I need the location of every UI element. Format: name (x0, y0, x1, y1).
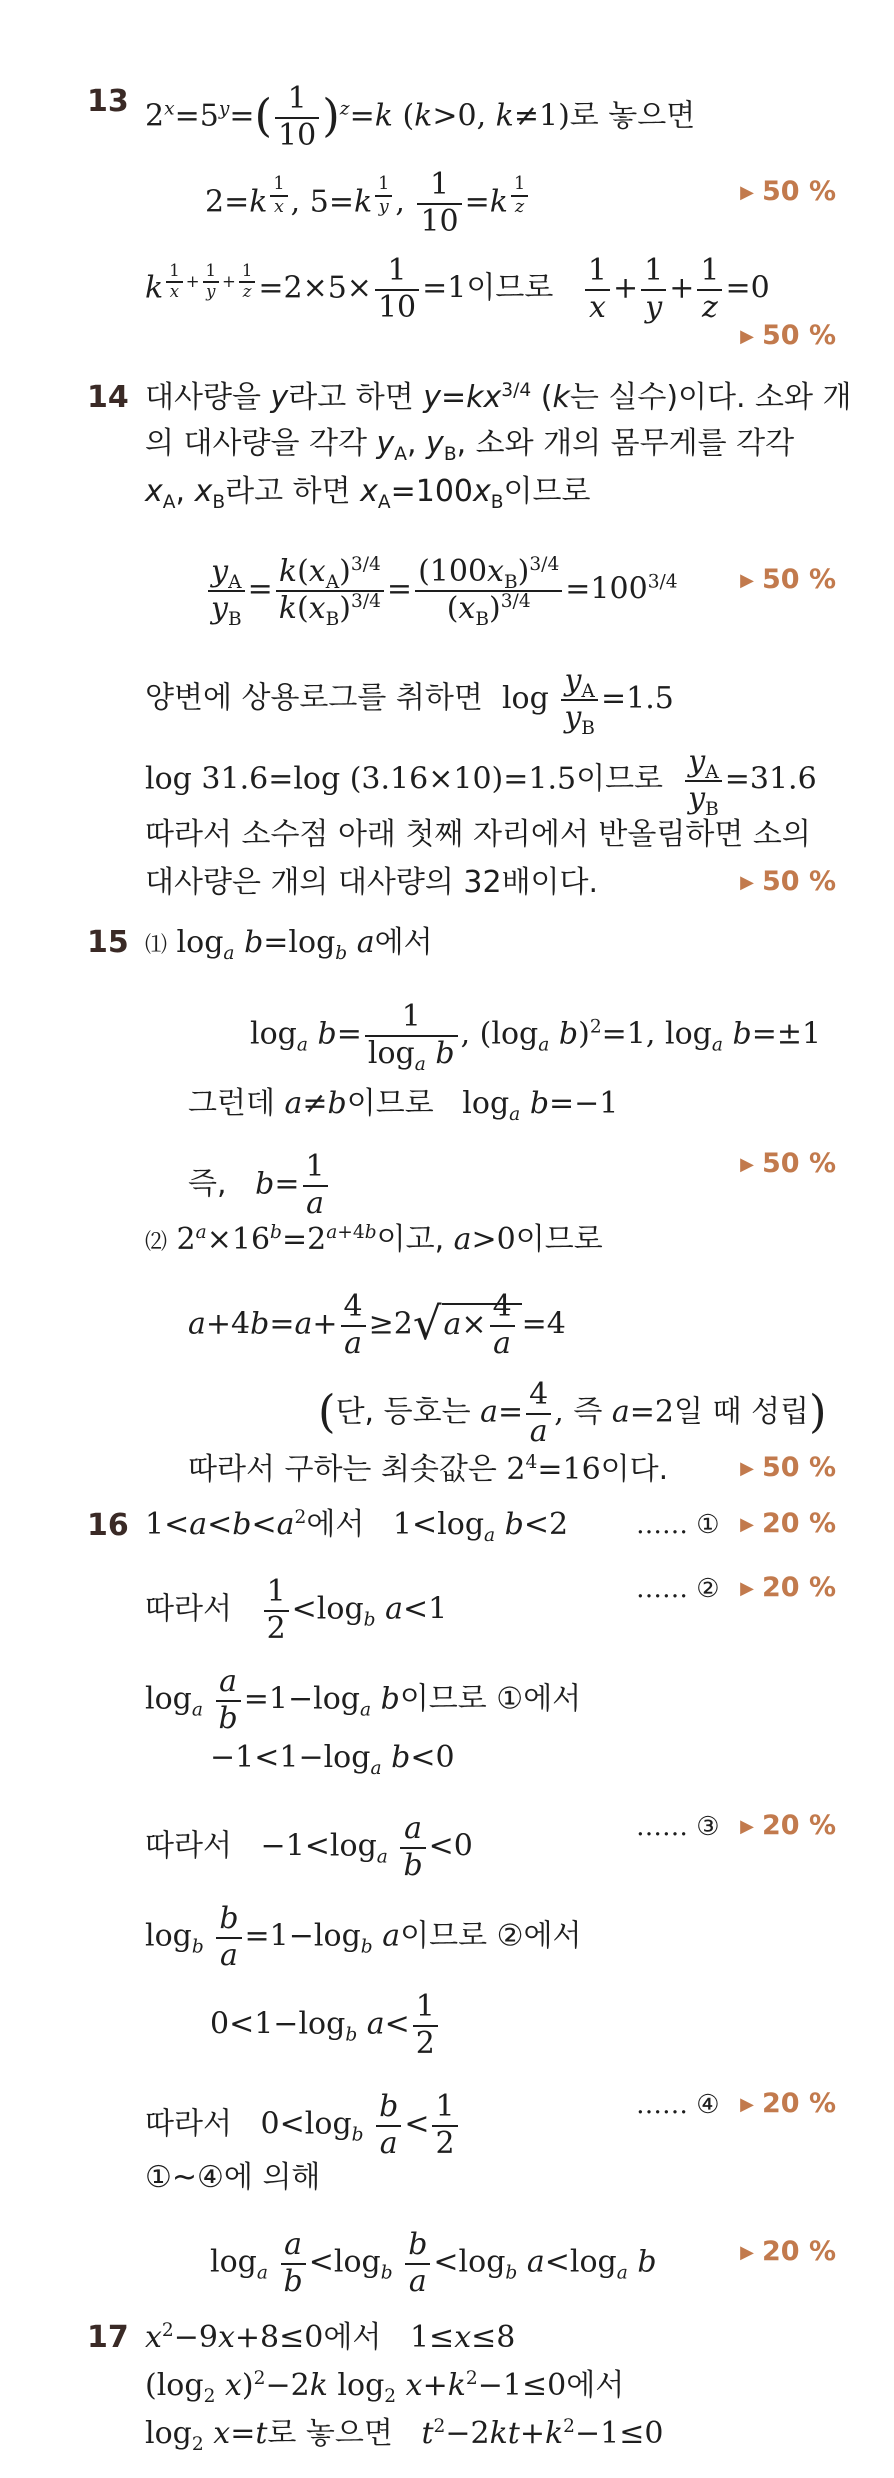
text-line: 따라서 소수점 아래 첫째 자리에서 반올림하면 소의 (145, 817, 811, 852)
text-line: 대사량은 개의 대사량의 32배이다. (145, 865, 599, 900)
triangle-icon: ▶ (740, 326, 754, 347)
math-line: $\log_a$ $\frac{a}{b}$ $<\log_b$ $\frac{b}{a}$ $<\log_b$ $a<\log_a$ b (210, 2227, 657, 2299)
math-line: 따라서 $-1<\log_a$ $\frac{a}{b}$ <0 (145, 1811, 473, 1883)
marker-1: …… ① (636, 1510, 720, 1540)
text-line: 따라서 구하는 최솟값은 $2^4=16$이다. (188, 1452, 669, 1487)
triangle-icon: ▶ (740, 872, 754, 893)
math-line: 따라서 $\frac{1}{2}$ $<\log_b$ a<1 (145, 1574, 448, 1646)
marker-3: …… ③ (636, 1812, 720, 1842)
math-line: k $^{\frac{1}{x} + \frac{1}{y} + \frac{1}{z}}$ =2×5× $\frac{1}{10}$ =1이므로 $\frac{1}{x}$ + $\frac{1}{y}$ + $\frac{1}{z}$ =0 (145, 253, 770, 325)
score-label: ▶ 20 % (740, 1810, 836, 1841)
score-label: ▶ 20 % (740, 2088, 836, 2119)
score-label: ▶ 50 % (740, 1148, 836, 1179)
math-line: $\log_b$ $\frac{b}{a}$ $=1-\log_b$ a이므로 ②에서 (145, 1901, 582, 1973)
math-line: $0<1-\log_b$ a< $\frac{1}{2}$ (210, 1990, 441, 2061)
math-line: $\log_a$ $\frac{a}{b}$ $=1-\log_a$ b이므로 ①에서 (145, 1664, 582, 1736)
triangle-icon: ▶ (740, 182, 754, 203)
math-line: ($\log_2$ x)$^2$−2k $\log_2 x+k^2-1\le 0$에서 (145, 2368, 625, 2407)
math-line: log 31.6=log (3.16×10)=1.5이므로 $\frac{y_A}{y_B}$ =31.6 (145, 744, 817, 820)
problem-number: 17 (87, 2320, 129, 2355)
math-line: $-1<1-\log_a$ b<0 (210, 1740, 455, 1779)
problem-number: 13 (87, 84, 129, 119)
math-line: $1<a<b<a^2$에서 $1<\log_a$ b<2 (145, 1507, 569, 1546)
math-line: 따라서 $0<\log_b$ $\frac{b}{a}$ < $\frac{1}{2}$ (145, 2090, 461, 2161)
triangle-icon: ▶ (740, 2094, 754, 2115)
triangle-icon: ▶ (740, 1154, 754, 1175)
triangle-icon: ▶ (740, 1578, 754, 1599)
math-line: 2=k $^{\frac{1}{x}}$ , 5=k $^{\frac{1}{y}}$ , $\frac{1}{10}$ =k $^{\frac{1}{z}}$ (205, 168, 531, 239)
triangle-icon: ▶ (740, 2242, 754, 2263)
score-label: ▶ 50 % (740, 866, 836, 897)
text-line: 대사량을 y라고 하면 $y=kx^{3/4}$ (k는 실수)이다. 소와 개 (145, 380, 852, 415)
math-line: $2^x=5^y=$( $\frac{1}{10}$ )$^z$=k (k>0, k≠1)로 놓으면 (145, 81, 696, 153)
score-label: ▶ 20 % (740, 1572, 836, 1603)
math-line: 양변에 상용로그를 취하면 log $\frac{y_A}{y_B}$ =1.5 (145, 663, 674, 739)
triangle-icon: ▶ (740, 1514, 754, 1535)
text-line: ①~④에 의해 (145, 2160, 321, 2195)
text-line: 의 대사량을 각각 $y_A$, $y_B$, 소와 개의 몸무게를 각각 (145, 426, 795, 465)
score-label: ▶ 50 % (740, 564, 836, 595)
problem-number: 16 (87, 1508, 129, 1543)
triangle-icon: ▶ (740, 1458, 754, 1479)
score-label: ▶ 20 % (740, 2236, 836, 2267)
score-label: ▶ 50 % (740, 320, 836, 351)
triangle-icon: ▶ (740, 1816, 754, 1837)
math-line: (단, 등호는 a= $\frac{4}{a}$ , 즉 a=2일 때 성립) (318, 1377, 827, 1449)
math-line: 그런데 a≠b이므로 $\log_a b=-1$ (188, 1086, 619, 1125)
triangle-icon: ▶ (740, 570, 754, 591)
math-line: ⑴ $\log_a b=\log_b$ a에서 (145, 925, 433, 964)
math-line: $\log_2 x=t$로 놓으면 $t^2-2kt+k^2-1\le 0$ (145, 2416, 664, 2455)
math-line: $x^2-9x+8\le 0$에서 1≤x≤8 (145, 2320, 516, 2355)
marker-2: …… ② (636, 1574, 720, 1604)
math-line: a+4b=a+ $\frac{4}{a}$ ≥2√a× $\frac{4}{a}$ =4 (188, 1289, 566, 1361)
score-label: ▶ 20 % (740, 1508, 836, 1539)
math-line: 즉, b= $\frac{1}{a}$ (188, 1150, 331, 1221)
score-label: ▶ 50 % (740, 1452, 836, 1483)
math-line: $\log_a b=$ $\frac{1}{\log_a b}$ , ($\log_a$ b)$^2$=1, $\log_a b=\pm 1$ (250, 999, 822, 1075)
problem-number: 15 (87, 925, 129, 960)
score-label: ▶ 50 % (740, 176, 836, 207)
text-line: $x_A$, $x_B$라고 하면 $x_A=100x_B$이므로 (145, 474, 591, 513)
marker-4: …… ④ (636, 2090, 720, 2120)
math-line: $\frac{y_A}{y_B}$ = $\frac{k(x_A)^{3/4}}{k(x_B)^{3/4}}$ = $\frac{(100x_B)^{3/4}}{(x_B)^{3/4}}$ $=100^{3/4}$ (205, 555, 678, 626)
problem-number: 14 (87, 380, 129, 415)
math-line: ⑵ $2^a\times 16^b=2^{a+4b}$이고, a>0이므로 (145, 1222, 603, 1257)
